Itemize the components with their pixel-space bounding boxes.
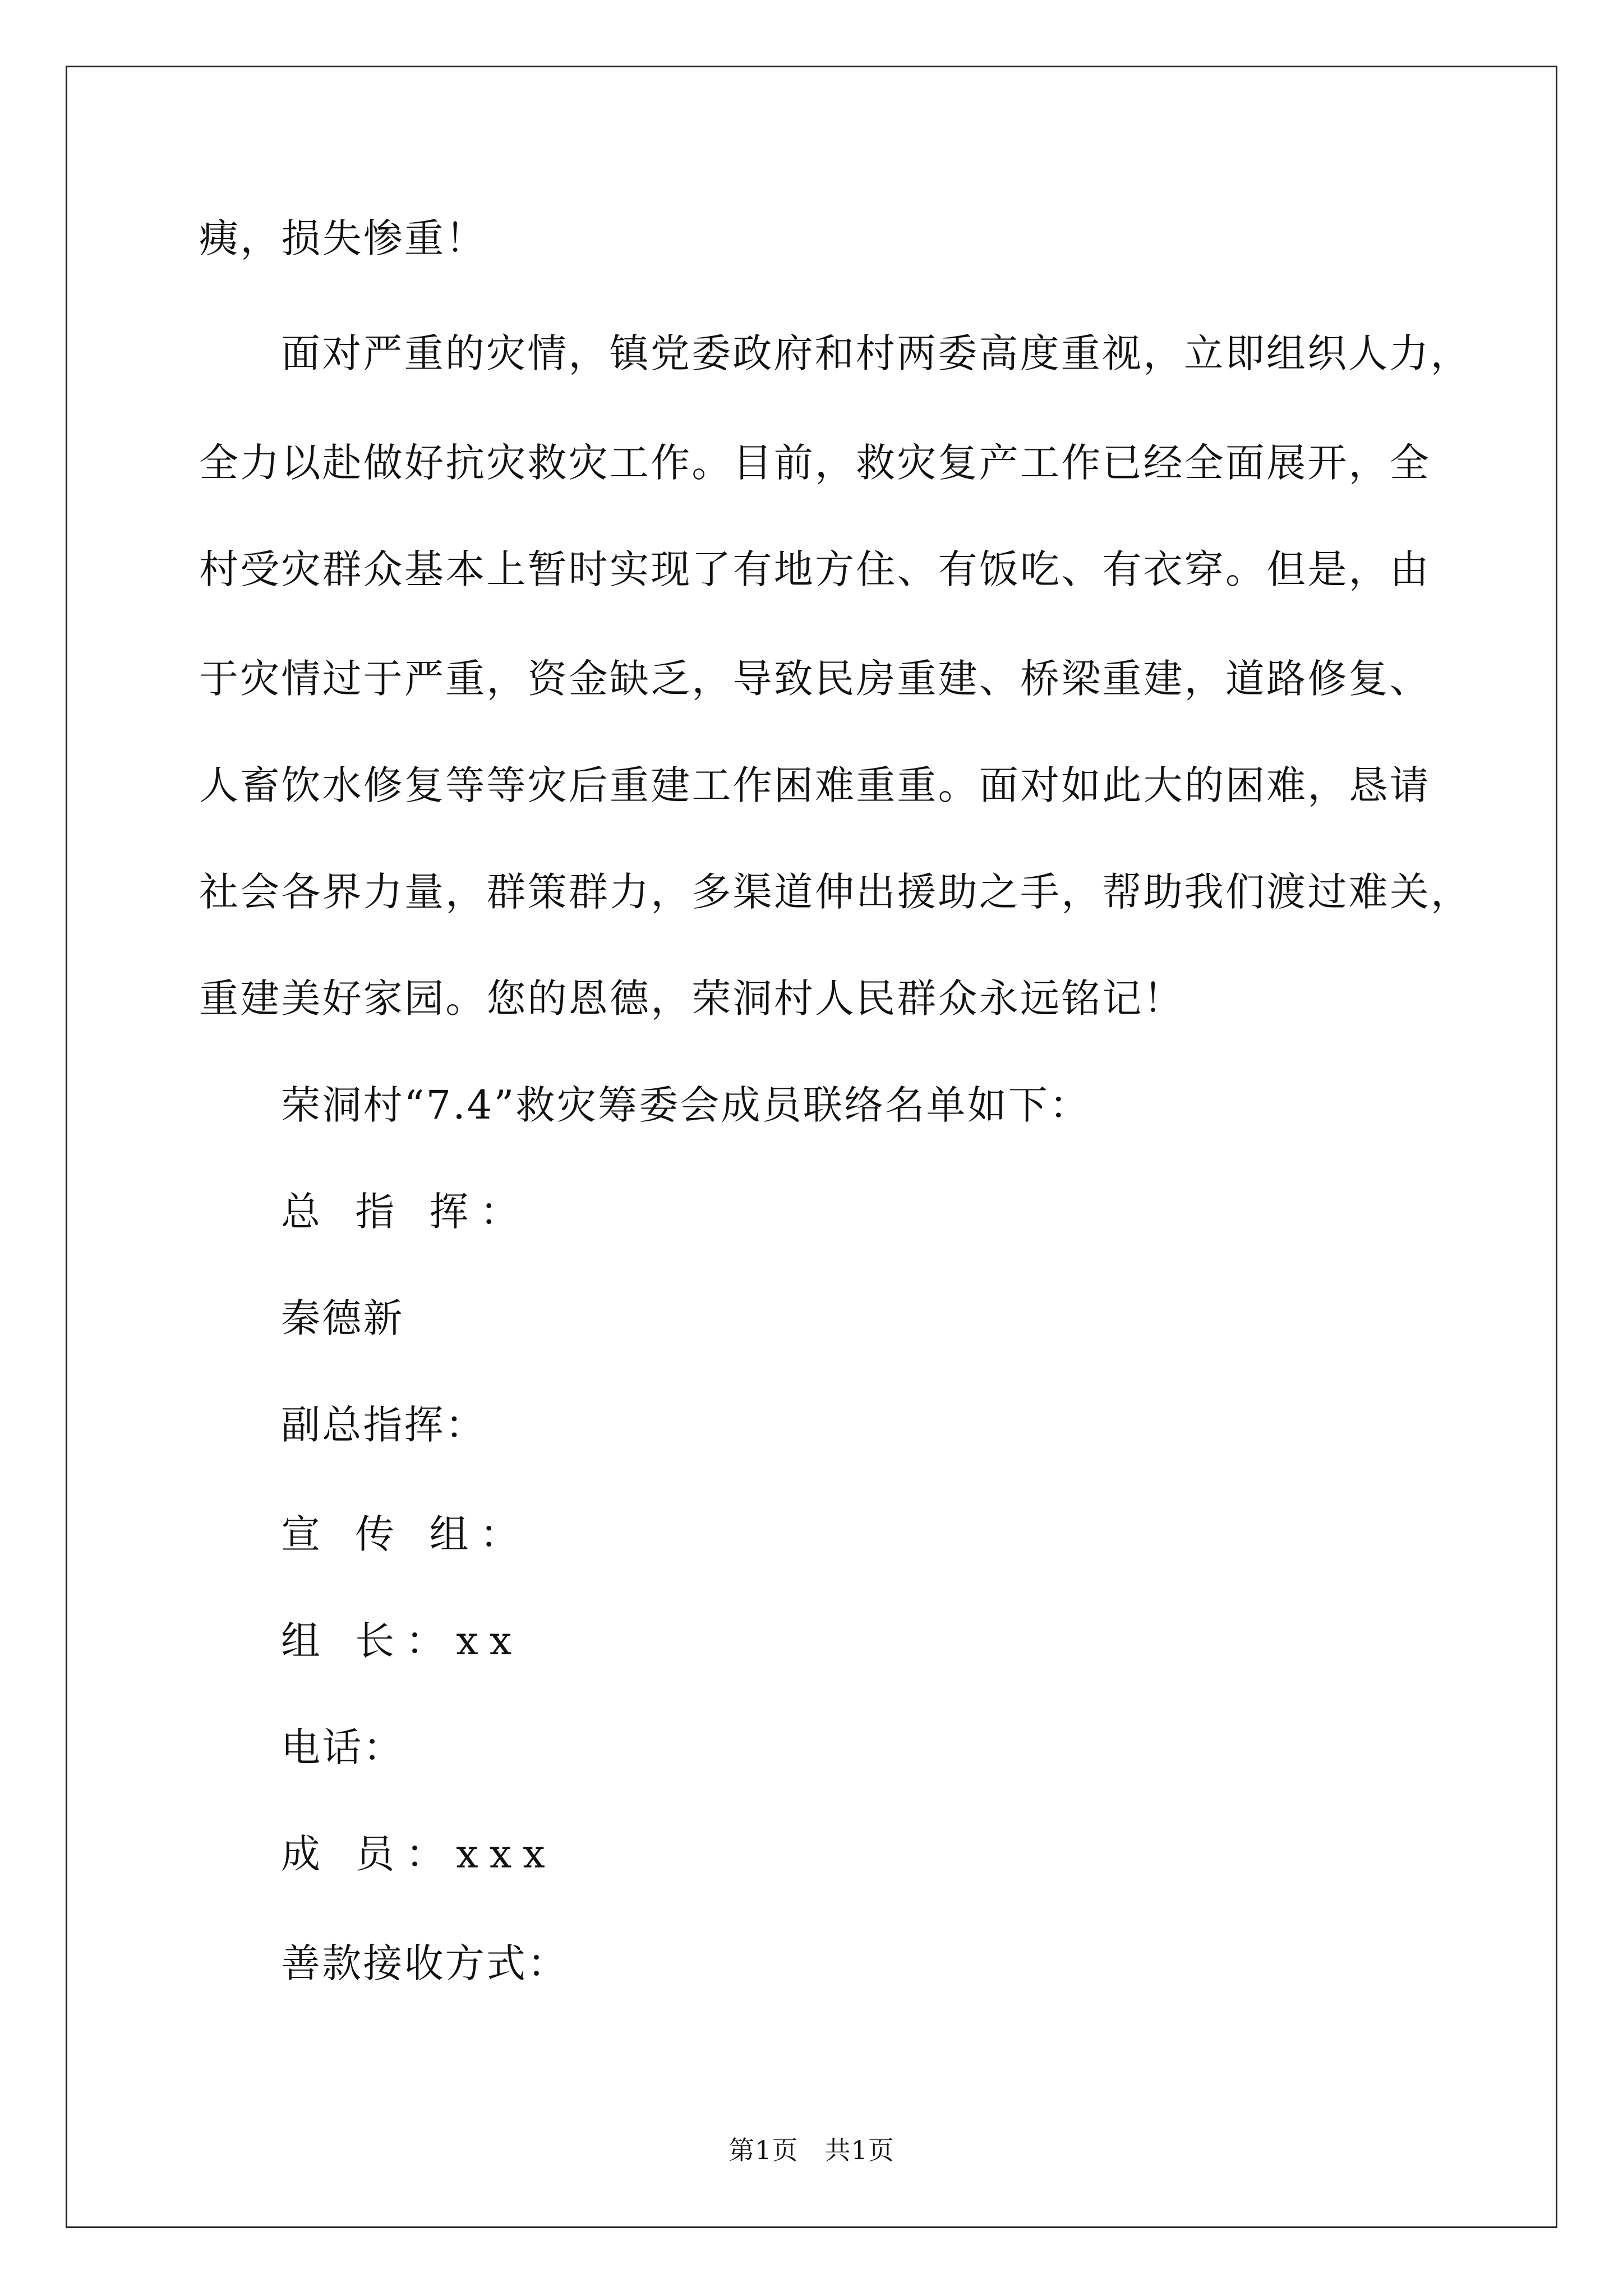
paragraph-line: 人畜饮水修复等等灾后重建工作困难重重。面对如此大的困难，恳请 (199, 762, 1431, 808)
paragraph-line: 全力以赴做好抗灾救灾工作。目前，救灾复产工作已经全面展开，全 (199, 440, 1431, 486)
paragraph-line: 面对严重的灾情，镇党委政府和村两委高度重视，立即组织人力， (281, 330, 1472, 376)
list-value: 秦德新 (281, 1295, 404, 1341)
paragraph-line: 于灾情过于严重，资金缺乏，导致民房重建、桥梁重建，道路修复、 (199, 656, 1431, 702)
page-border (66, 66, 1557, 2228)
list-label: 总 指 挥： (281, 1189, 531, 1235)
paragraph-line: 重建美好家园。您的恩德，荣洞村人民群众永远铭记！ (199, 976, 1184, 1022)
list-label: 电话： (281, 1724, 404, 1770)
page-footer: 第1页 共1页 (728, 2135, 895, 2165)
paragraph-line: 村受灾群众基本上暂时实现了有地方住、有饭吃、有衣穿。但是，由 (199, 546, 1431, 592)
list-label: 组 长：xx (281, 1618, 523, 1664)
list-label: 宣 传 组： (281, 1511, 531, 1557)
list-label: 成 员：xxx (281, 1831, 556, 1877)
paragraph-line: 痍，损失惨重！ (199, 215, 487, 261)
list-heading: 荣洞村“7.4”救灾筹委会成员联络名单如下： (281, 1082, 1091, 1128)
list-label: 善款接收方式： (281, 1940, 569, 1986)
list-label: 副总指挥： (281, 1402, 486, 1448)
paragraph-line: 社会各界力量，群策群力，多渠道伸出援助之手，帮助我们渡过难关， (199, 869, 1472, 915)
